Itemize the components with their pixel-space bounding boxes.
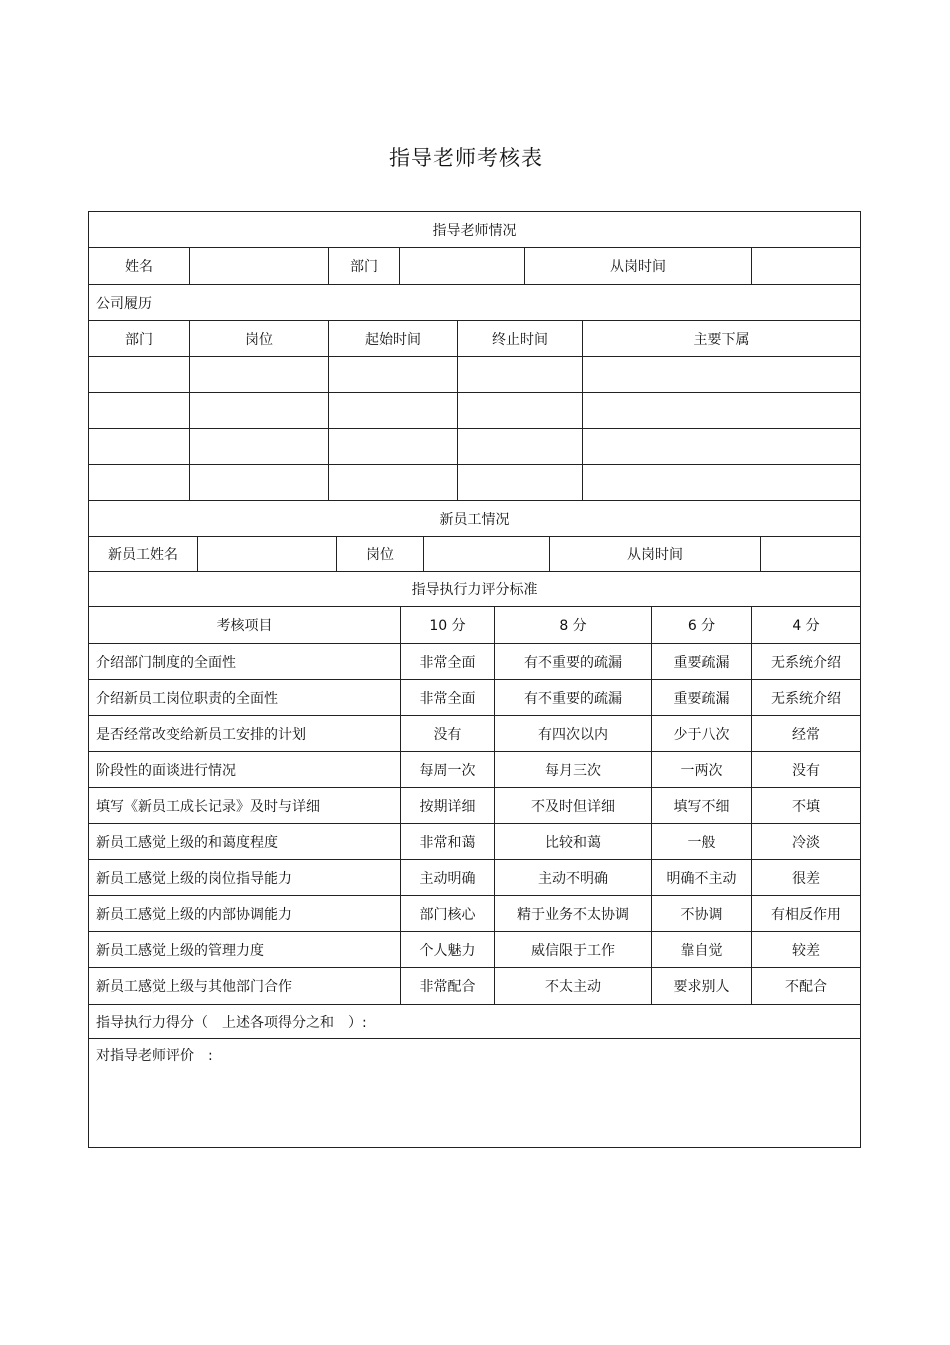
criteria-score-6: 重要疏漏	[652, 644, 752, 679]
resume-col-post: 岗位	[190, 321, 329, 356]
resume-cell[interactable]	[329, 393, 458, 428]
resume-cell[interactable]	[190, 357, 329, 392]
resume-cell[interactable]	[190, 465, 329, 500]
mentor-tenure-field[interactable]	[752, 248, 860, 284]
criteria-score-4: 不填	[792, 798, 820, 815]
mentor-info-row	[89, 248, 860, 285]
criteria-row	[89, 752, 860, 788]
employee-section-header-row	[89, 501, 860, 537]
resume-cell[interactable]	[329, 429, 458, 464]
criteria-col-4: 4 分	[792, 618, 820, 634]
employee-post-field[interactable]	[424, 537, 550, 571]
criteria-score-8: 不及时但详细	[495, 788, 652, 823]
criteria-item: 介绍新员工岗位职责的全面性	[89, 680, 401, 715]
resume-col-subordinates: 主要下属	[693, 331, 750, 348]
evaluation-row	[89, 1039, 860, 1147]
criteria-score-10: 主动明确	[401, 860, 495, 895]
resume-cell[interactable]	[458, 429, 583, 464]
criteria-row	[89, 932, 860, 968]
resume-cell[interactable]	[458, 465, 583, 500]
criteria-score-10: 非常全面	[401, 680, 495, 715]
criteria-item: 填写《新员工成长记录》及时与详细	[89, 788, 401, 823]
criteria-columns-row	[89, 607, 860, 644]
resume-cell[interactable]	[458, 393, 583, 428]
criteria-score-4: 无系统介绍	[771, 654, 841, 671]
mentor-tenure-label: 从岗时间	[525, 248, 752, 284]
criteria-score-10: 个人魅力	[401, 932, 495, 967]
mentor-dept-field[interactable]	[400, 248, 525, 284]
criteria-col-item: 考核项目	[89, 607, 401, 643]
criteria-row	[89, 716, 860, 752]
criteria-score-10: 没有	[401, 716, 495, 751]
mentor-name-field[interactable]	[190, 248, 329, 284]
criteria-score-10: 部门核心	[401, 896, 495, 931]
score-row	[89, 1005, 860, 1039]
resume-col-dept: 部门	[89, 321, 190, 356]
criteria-row	[89, 680, 860, 716]
resume-cell[interactable]	[89, 429, 190, 464]
criteria-score-8: 精于业务不太协调	[495, 896, 652, 931]
resume-label-row	[89, 285, 860, 321]
evaluation-label[interactable]: 对指导老师评价 :	[96, 1048, 213, 1064]
resume-cell[interactable]	[89, 465, 190, 500]
criteria-score-6: 要求别人	[652, 968, 752, 1004]
resume-cell[interactable]	[329, 357, 458, 392]
criteria-row	[89, 824, 860, 860]
resume-row	[89, 429, 860, 465]
criteria-score-10: 非常和蔼	[401, 824, 495, 859]
criteria-col-10: 10 分	[401, 607, 495, 643]
criteria-score-8: 不太主动	[495, 968, 652, 1004]
criteria-score-4: 不配合	[785, 979, 827, 995]
criteria-item: 新员工感觉上级的和蔼度程度	[89, 824, 401, 859]
criteria-score-8: 比较和蔼	[495, 824, 652, 859]
page-title: 指导老师考核表	[389, 146, 543, 170]
resume-row	[89, 357, 860, 393]
score-label[interactable]: 指导执行力得分（ 上述各项得分之和 ）:	[96, 1014, 367, 1031]
assessment-form	[88, 211, 861, 1148]
mentor-dept-label: 部门	[329, 248, 400, 284]
employee-section-header: 新员工情况	[439, 511, 510, 528]
employee-info-row	[89, 537, 860, 572]
resume-col-start: 起始时间	[329, 321, 458, 356]
criteria-score-6: 一两次	[652, 752, 752, 787]
criteria-score-6: 一般	[652, 824, 752, 859]
resume-cell[interactable]	[329, 465, 458, 500]
resume-label: 公司履历	[96, 295, 152, 312]
resume-cell[interactable]	[190, 429, 329, 464]
criteria-header: 指导执行力评分标准	[411, 582, 538, 598]
criteria-score-4: 有相反作用	[771, 906, 841, 923]
criteria-score-8: 有不重要的疏漏	[495, 680, 652, 715]
criteria-score-4: 较差	[792, 942, 820, 959]
criteria-score-10: 按期详细	[401, 788, 495, 823]
criteria-score-10: 非常配合	[401, 968, 495, 1004]
criteria-score-6: 重要疏漏	[652, 680, 752, 715]
criteria-score-4: 没有	[792, 762, 820, 779]
criteria-score-8: 威信限于工作	[495, 932, 652, 967]
criteria-row	[89, 644, 860, 680]
mentor-name-label: 姓名	[89, 248, 190, 284]
criteria-score-6: 少于八次	[652, 716, 752, 751]
resume-cell[interactable]	[583, 393, 860, 428]
mentor-section-header-row	[89, 212, 860, 248]
criteria-score-8: 每月三次	[495, 752, 652, 787]
criteria-score-4: 经常	[792, 726, 820, 743]
criteria-score-6: 填写不细	[652, 788, 752, 823]
criteria-score-4: 很差	[792, 870, 820, 887]
resume-cell[interactable]	[458, 357, 583, 392]
criteria-col-8: 8 分	[495, 607, 652, 643]
criteria-score-10: 非常全面	[401, 644, 495, 679]
criteria-score-4: 无系统介绍	[771, 690, 841, 707]
employee-name-label: 新员工姓名	[89, 537, 198, 571]
criteria-score-6: 明确不主动	[652, 860, 752, 895]
criteria-row	[89, 860, 860, 896]
criteria-score-8: 有不重要的疏漏	[495, 644, 652, 679]
criteria-score-4: 冷淡	[792, 834, 820, 851]
criteria-score-6: 靠自觉	[652, 932, 752, 967]
employee-tenure-label: 从岗时间	[550, 537, 761, 571]
resume-row	[89, 465, 860, 501]
criteria-item: 新员工感觉上级的管理力度	[89, 932, 401, 967]
resume-cell[interactable]	[89, 393, 190, 428]
resume-row	[89, 393, 860, 429]
criteria-col-6: 6 分	[652, 607, 752, 643]
criteria-item: 新员工感觉上级与其他部门合作	[89, 968, 401, 1004]
criteria-score-8: 有四次以内	[495, 716, 652, 751]
criteria-item: 新员工感觉上级的岗位指导能力	[89, 860, 401, 895]
resume-cell[interactable]	[583, 357, 860, 392]
resume-cell[interactable]	[583, 429, 860, 464]
mentor-section-header: 指导老师情况	[432, 222, 517, 239]
criteria-row	[89, 896, 860, 932]
resume-cell[interactable]	[190, 393, 329, 428]
criteria-header-row	[89, 572, 860, 607]
resume-header-row	[89, 321, 860, 357]
criteria-item: 是否经常改变给新员工安排的计划	[89, 716, 401, 751]
resume-cell[interactable]	[583, 465, 860, 500]
employee-tenure-field[interactable]	[761, 537, 860, 571]
criteria-row	[89, 788, 860, 824]
criteria-item: 新员工感觉上级的内部协调能力	[89, 896, 401, 931]
resume-cell[interactable]	[89, 357, 190, 392]
employee-post-label: 岗位	[337, 537, 424, 571]
employee-name-field[interactable]	[198, 537, 337, 571]
resume-col-end: 终止时间	[458, 321, 583, 356]
criteria-item: 介绍部门制度的全面性	[89, 644, 401, 679]
criteria-score-10: 每周一次	[401, 752, 495, 787]
criteria-row	[89, 968, 860, 1005]
criteria-item: 阶段性的面谈进行情况	[89, 752, 401, 787]
criteria-score-6: 不协调	[652, 896, 752, 931]
criteria-score-8: 主动不明确	[495, 860, 652, 895]
